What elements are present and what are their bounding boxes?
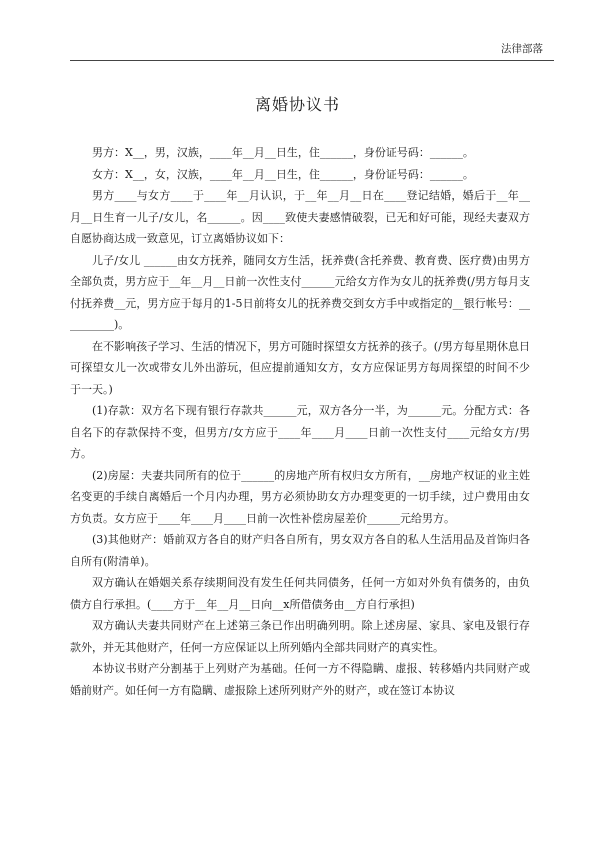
paragraph-visitation: 在不影响孩子学习、生活的情况下，男方可随时探望女方抚养的孩子。(/男方每星期休息日可探望女儿一次或带女儿外出游玩，但应提前通知女方，女方应保证男方每周探望的时间不少于一天。) xyxy=(70,339,530,396)
paragraph-other-property: (3)其他财产：婚前双方各自的财产归各自所有，男女双方各自的私人生活用品及首饰归各自所有(附清单)。 xyxy=(70,533,530,568)
paragraph-marriage-background: 男方____与女方____于____年__月认识，于__年__月__日在____登记结婚，婚后于__年__月__日生育一儿子/女儿，名______。因____致使夫妻感情破裂，已无和好可能，现经夫妻双方自愿协商达成一致意见，订立离婚协议如下： xyxy=(70,189,530,245)
paragraph-deposits: (1)存款：双方名下现有银行存款共______元，双方各分一半，为______元。分配方式：各自名下的存款保持不变，但男方/女方应于____年____月____日前一次性支付____元给女方/男方。 xyxy=(70,404,530,460)
header-source: 法律部落 xyxy=(501,43,543,55)
document-title: 离婚协议书 xyxy=(254,95,340,114)
paragraph-house: (2)房屋：夫妻共同所有的位于______的房地产所有权归女方所有，__房地产权证的业主姓名变更的手续自离婚后一个月内办理，男方必须协助女方办理变更的一切手续，过户费用由女方负责。女方应于____年____月____日前一次性补偿房屋差价______元给男方。 xyxy=(70,468,530,525)
header-rule xyxy=(70,60,554,61)
document-body xyxy=(70,142,530,701)
paragraph-female-party: 女方：X__，女，汉族，____年__月__日生，住______，身份证号码：______。 xyxy=(92,167,474,181)
paragraph-property-division: 本协议书财产分割基于上列财产为基础。任何一方不得隐瞒、虚报、转移婚内共同财产或婚前财产。如任何一方有隐瞒、虚报除上述所列财产外的财产，或在签订本协议 xyxy=(70,662,530,697)
paragraph-male-party: 男方：X__，男，汉族，____年__月__日生，住______，身份证号码：______。 xyxy=(92,146,474,159)
paragraph-debts: 双方确认在婚姻关系存续期间没有发生任何共同债务，任何一方如对外负有债务的，由负债方自行承担。(____方于__年__月__日向__x所借债务由__方自行承担) xyxy=(70,576,530,611)
paragraph-joint-property: 双方确认夫妻共同财产在上述第三条已作出明确列明。除上述房屋、家具、家电及银行存款外，并无其他财产，任何一方应保证以上所列婚内全部共同财产的真实性。 xyxy=(70,619,530,654)
paragraph-child-custody: 儿子/女儿 ______由女方抚养，随同女方生活，抚养费(含托养费、教育费、医疗费)由男方全部负责，男方应于__年__月__日前一次性支付______元给女方作为女儿的抚养费(/男方每月支付抚养费__元，男方应于每月的1-5日前将女儿的抚养费交到女方手中或指定的__银行帐号：__________)。 xyxy=(70,253,530,331)
